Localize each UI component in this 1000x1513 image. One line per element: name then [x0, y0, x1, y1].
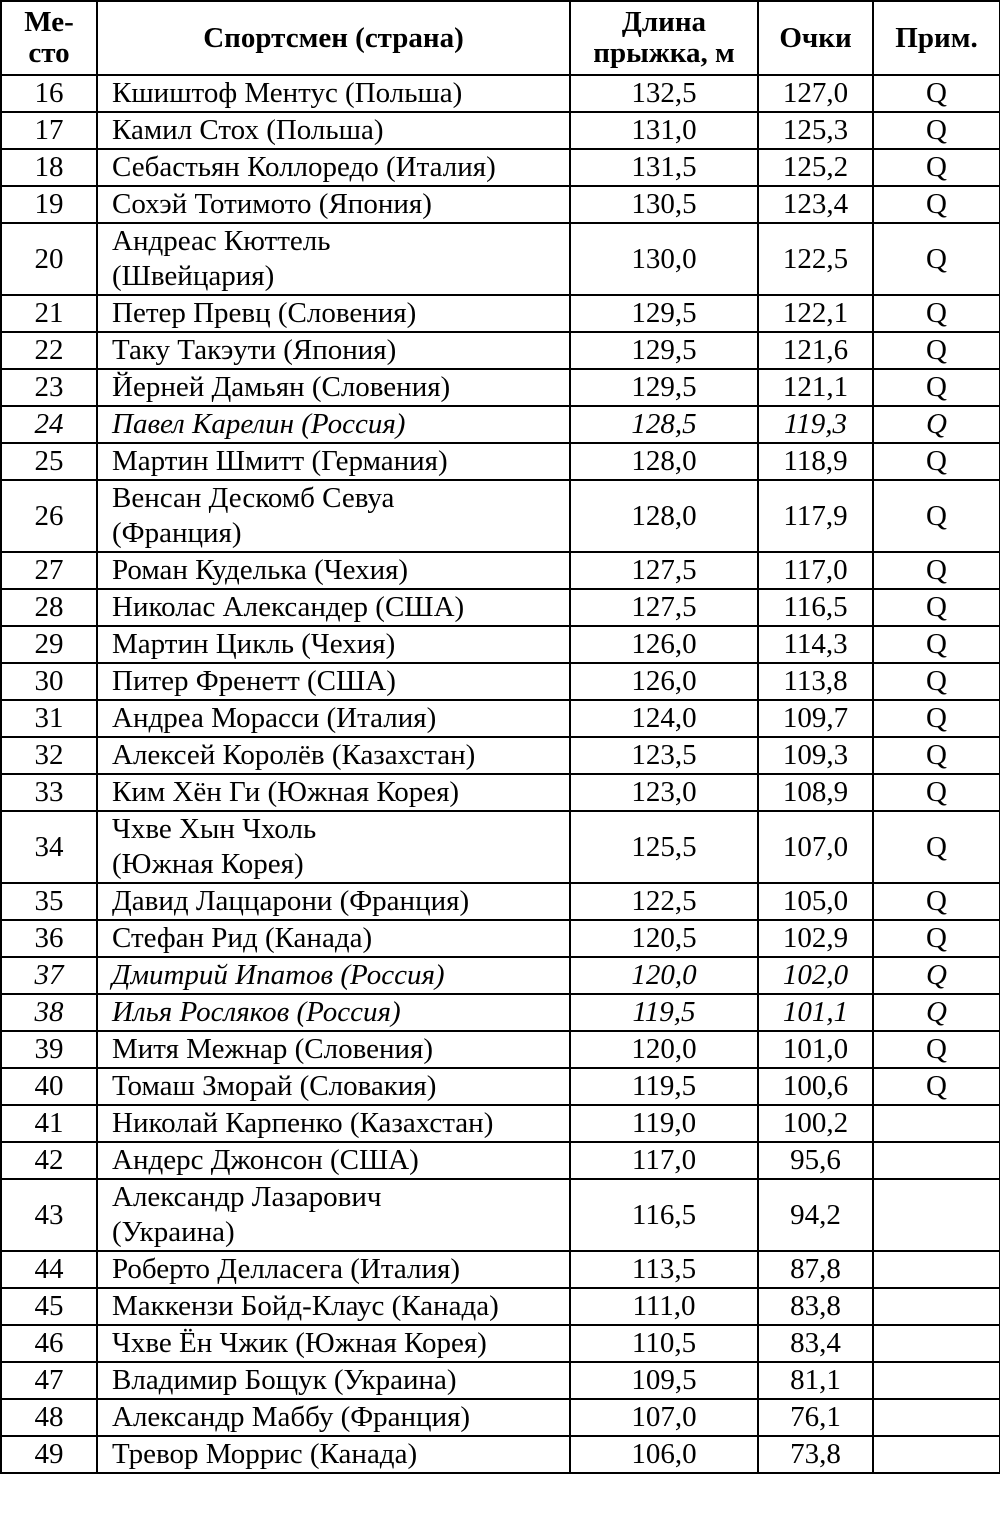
athlete-cell: Андреас Кюттель (Швейцария)	[97, 223, 570, 295]
table-row	[1, 994, 1000, 1031]
place-cell: 21	[1, 295, 97, 332]
note-cell	[873, 1436, 1000, 1473]
place-cell: 34	[1, 811, 97, 883]
table-row	[1, 149, 1000, 186]
note-cell: Q	[873, 700, 1000, 737]
note-cell: Q	[873, 1031, 1000, 1068]
table-row	[1, 223, 1000, 295]
note-cell	[873, 1288, 1000, 1325]
athlete-cell: Роман Куделька (Чехия)	[97, 552, 570, 589]
points-cell: 122,5	[758, 223, 873, 295]
note-cell: Q	[873, 883, 1000, 920]
note-cell: Q	[873, 332, 1000, 369]
note-cell: Q	[873, 774, 1000, 811]
athlete-cell: Андерс Джонсон (США)	[97, 1142, 570, 1179]
points-cell: 113,8	[758, 663, 873, 700]
table-row	[1, 1362, 1000, 1399]
place-cell: 18	[1, 149, 97, 186]
place-cell: 19	[1, 186, 97, 223]
athlete-cell: Николас Александер (США)	[97, 589, 570, 626]
note-cell: Q	[873, 443, 1000, 480]
jump-length-cell: 128,0	[570, 443, 758, 480]
place-cell: 33	[1, 774, 97, 811]
place-cell: 47	[1, 1362, 97, 1399]
jump-length-cell: 130,5	[570, 186, 758, 223]
athlete-cell: Кшиштоф Ментус (Польша)	[97, 75, 570, 112]
points-cell: 101,1	[758, 994, 873, 1031]
table-row	[1, 1179, 1000, 1251]
jump-length-cell: 131,5	[570, 149, 758, 186]
place-cell: 20	[1, 223, 97, 295]
note-cell: Q	[873, 112, 1000, 149]
points-cell: 125,2	[758, 149, 873, 186]
note-cell: Q	[873, 920, 1000, 957]
note-cell: Q	[873, 369, 1000, 406]
athlete-cell: Дмитрий Ипатов (Россия)	[97, 957, 570, 994]
jump-length-cell: 129,5	[570, 332, 758, 369]
points-cell: 100,2	[758, 1105, 873, 1142]
note-cell: Q	[873, 994, 1000, 1031]
place-cell: 44	[1, 1251, 97, 1288]
place-cell: 46	[1, 1325, 97, 1362]
note-cell: Q	[873, 149, 1000, 186]
jump-length-cell: 125,5	[570, 811, 758, 883]
athlete-cell: Владимир Бощук (Украина)	[97, 1362, 570, 1399]
table-row	[1, 406, 1000, 443]
table-row	[1, 774, 1000, 811]
jump-length-cell: 127,5	[570, 552, 758, 589]
table-row	[1, 957, 1000, 994]
jump-length-cell: 122,5	[570, 883, 758, 920]
table-row	[1, 737, 1000, 774]
jump-length-cell: 126,0	[570, 626, 758, 663]
table-row	[1, 1142, 1000, 1179]
athlete-cell: Чхве Хын Чхоль (Южная Корея)	[97, 811, 570, 883]
place-cell: 28	[1, 589, 97, 626]
place-cell: 42	[1, 1142, 97, 1179]
table-row	[1, 883, 1000, 920]
note-cell	[873, 1142, 1000, 1179]
points-cell: 121,6	[758, 332, 873, 369]
points-cell: 107,0	[758, 811, 873, 883]
points-cell: 101,0	[758, 1031, 873, 1068]
note-cell: Q	[873, 406, 1000, 443]
athlete-cell: Себастьян Коллоредо (Италия)	[97, 149, 570, 186]
points-cell: 87,8	[758, 1251, 873, 1288]
points-cell: 119,3	[758, 406, 873, 443]
athlete-cell: Давид Лаццарони (Франция)	[97, 883, 570, 920]
athlete-cell: Мартин Цикль (Чехия)	[97, 626, 570, 663]
table-row	[1, 1068, 1000, 1105]
jump-length-cell: 111,0	[570, 1288, 758, 1325]
place-cell: 49	[1, 1436, 97, 1473]
points-cell: 121,1	[758, 369, 873, 406]
table-row	[1, 295, 1000, 332]
place-cell: 45	[1, 1288, 97, 1325]
table-row	[1, 552, 1000, 589]
place-cell: 32	[1, 737, 97, 774]
place-cell: 27	[1, 552, 97, 589]
points-cell: 117,9	[758, 480, 873, 552]
jump-length-cell: 113,5	[570, 1251, 758, 1288]
athlete-cell: Чхве Ён Чжик (Южная Корея)	[97, 1325, 570, 1362]
points-cell: 83,4	[758, 1325, 873, 1362]
points-cell: 108,9	[758, 774, 873, 811]
athlete-cell: Венсан Дескомб Севуа (Франция)	[97, 480, 570, 552]
note-cell: Q	[873, 1068, 1000, 1105]
table-row	[1, 920, 1000, 957]
jump-length-cell: 120,5	[570, 920, 758, 957]
jump-length-cell: 126,0	[570, 663, 758, 700]
points-cell: 83,8	[758, 1288, 873, 1325]
points-cell: 127,0	[758, 75, 873, 112]
athlete-cell: Йерней Дамьян (Словения)	[97, 369, 570, 406]
table-row	[1, 1288, 1000, 1325]
points-cell: 116,5	[758, 589, 873, 626]
note-cell: Q	[873, 663, 1000, 700]
jump-length-cell: 119,5	[570, 994, 758, 1031]
note-cell	[873, 1399, 1000, 1436]
points-cell: 102,0	[758, 957, 873, 994]
place-cell: 35	[1, 883, 97, 920]
points-cell: 94,2	[758, 1179, 873, 1251]
jump-length-cell: 132,5	[570, 75, 758, 112]
points-cell: 114,3	[758, 626, 873, 663]
note-cell: Q	[873, 626, 1000, 663]
table-row	[1, 1031, 1000, 1068]
table-row	[1, 1399, 1000, 1436]
athlete-cell: Петер Превц (Словения)	[97, 295, 570, 332]
table-row	[1, 480, 1000, 552]
athlete-cell: Илья Росляков (Россия)	[97, 994, 570, 1031]
jump-length-cell: 123,0	[570, 774, 758, 811]
athlete-cell: Ким Хён Ги (Южная Корея)	[97, 774, 570, 811]
points-cell: 102,9	[758, 920, 873, 957]
table-row	[1, 332, 1000, 369]
table-row	[1, 589, 1000, 626]
jump-length-cell: 106,0	[570, 1436, 758, 1473]
athlete-cell: Томаш Зморай (Словакия)	[97, 1068, 570, 1105]
jump-length-cell: 120,0	[570, 1031, 758, 1068]
header-place: Ме- сто	[1, 1, 97, 75]
table-row	[1, 1251, 1000, 1288]
note-cell	[873, 1362, 1000, 1399]
place-cell: 41	[1, 1105, 97, 1142]
place-cell: 40	[1, 1068, 97, 1105]
points-cell: 125,3	[758, 112, 873, 149]
table-row	[1, 443, 1000, 480]
header-athlete: Спортсмен (страна)	[97, 1, 570, 75]
place-cell: 48	[1, 1399, 97, 1436]
table-row	[1, 112, 1000, 149]
table-row	[1, 663, 1000, 700]
points-cell: 105,0	[758, 883, 873, 920]
note-cell: Q	[873, 811, 1000, 883]
points-cell: 76,1	[758, 1399, 873, 1436]
athlete-cell: Стефан Рид (Канада)	[97, 920, 570, 957]
place-cell: 39	[1, 1031, 97, 1068]
athlete-cell: Митя Межнар (Словения)	[97, 1031, 570, 1068]
points-cell: 117,0	[758, 552, 873, 589]
athlete-cell: Андреа Морасси (Италия)	[97, 700, 570, 737]
note-cell: Q	[873, 223, 1000, 295]
place-cell: 43	[1, 1179, 97, 1251]
note-cell: Q	[873, 957, 1000, 994]
athlete-cell: Александр Лазарович (Украина)	[97, 1179, 570, 1251]
points-cell: 109,7	[758, 700, 873, 737]
place-cell: 31	[1, 700, 97, 737]
table-row	[1, 75, 1000, 112]
athlete-cell: Сохэй Тотимото (Япония)	[97, 186, 570, 223]
jump-length-cell: 124,0	[570, 700, 758, 737]
header-row	[1, 1, 1000, 75]
jump-length-cell: 116,5	[570, 1179, 758, 1251]
jump-length-cell: 128,5	[570, 406, 758, 443]
place-cell: 29	[1, 626, 97, 663]
jump-length-cell: 127,5	[570, 589, 758, 626]
place-cell: 37	[1, 957, 97, 994]
jump-length-cell: 123,5	[570, 737, 758, 774]
points-cell: 118,9	[758, 443, 873, 480]
place-cell: 17	[1, 112, 97, 149]
place-cell: 30	[1, 663, 97, 700]
header-length: Длина прыжка, м	[570, 1, 758, 75]
place-cell: 16	[1, 75, 97, 112]
points-cell: 73,8	[758, 1436, 873, 1473]
table-row	[1, 626, 1000, 663]
note-cell	[873, 1105, 1000, 1142]
note-cell: Q	[873, 480, 1000, 552]
jump-length-cell: 110,5	[570, 1325, 758, 1362]
note-cell: Q	[873, 589, 1000, 626]
jump-length-cell: 117,0	[570, 1142, 758, 1179]
table-row	[1, 1105, 1000, 1142]
jump-length-cell: 128,0	[570, 480, 758, 552]
table-row	[1, 700, 1000, 737]
jump-length-cell: 107,0	[570, 1399, 758, 1436]
points-cell: 123,4	[758, 186, 873, 223]
place-cell: 24	[1, 406, 97, 443]
athlete-cell: Тревор Моррис (Канада)	[97, 1436, 570, 1473]
note-cell: Q	[873, 186, 1000, 223]
jump-length-cell: 129,5	[570, 369, 758, 406]
place-cell: 23	[1, 369, 97, 406]
note-cell	[873, 1251, 1000, 1288]
table-row	[1, 811, 1000, 883]
note-cell: Q	[873, 75, 1000, 112]
header-note: Прим.	[873, 1, 1000, 75]
note-cell: Q	[873, 737, 1000, 774]
header-points: Очки	[758, 1, 873, 75]
athlete-cell: Павел Карелин (Россия)	[97, 406, 570, 443]
place-cell: 22	[1, 332, 97, 369]
table-row	[1, 186, 1000, 223]
points-cell: 109,3	[758, 737, 873, 774]
points-cell: 95,6	[758, 1142, 873, 1179]
athlete-cell: Александр Маббу (Франция)	[97, 1399, 570, 1436]
note-cell	[873, 1325, 1000, 1362]
place-cell: 38	[1, 994, 97, 1031]
jump-length-cell: 119,5	[570, 1068, 758, 1105]
points-cell: 81,1	[758, 1362, 873, 1399]
jump-length-cell: 119,0	[570, 1105, 758, 1142]
athlete-cell: Николай Карпенко (Казахстан)	[97, 1105, 570, 1142]
jump-length-cell: 120,0	[570, 957, 758, 994]
note-cell: Q	[873, 295, 1000, 332]
place-cell: 36	[1, 920, 97, 957]
table-row	[1, 1325, 1000, 1362]
points-cell: 122,1	[758, 295, 873, 332]
table-row	[1, 1436, 1000, 1473]
athlete-cell: Камил Стох (Польша)	[97, 112, 570, 149]
athlete-cell: Таку Такэути (Япония)	[97, 332, 570, 369]
points-cell: 100,6	[758, 1068, 873, 1105]
jump-length-cell: 130,0	[570, 223, 758, 295]
athlete-cell: Маккензи Бойд-Клаус (Канада)	[97, 1288, 570, 1325]
jump-length-cell: 131,0	[570, 112, 758, 149]
athlete-cell: Алексей Королёв (Казахстан)	[97, 737, 570, 774]
place-cell: 26	[1, 480, 97, 552]
jump-length-cell: 109,5	[570, 1362, 758, 1399]
place-cell: 25	[1, 443, 97, 480]
note-cell	[873, 1179, 1000, 1251]
table-row	[1, 369, 1000, 406]
athlete-cell: Питер Френетт (США)	[97, 663, 570, 700]
jump-length-cell: 129,5	[570, 295, 758, 332]
athlete-cell: Мартин Шмитт (Германия)	[97, 443, 570, 480]
athlete-cell: Роберто Делласега (Италия)	[97, 1251, 570, 1288]
note-cell: Q	[873, 552, 1000, 589]
